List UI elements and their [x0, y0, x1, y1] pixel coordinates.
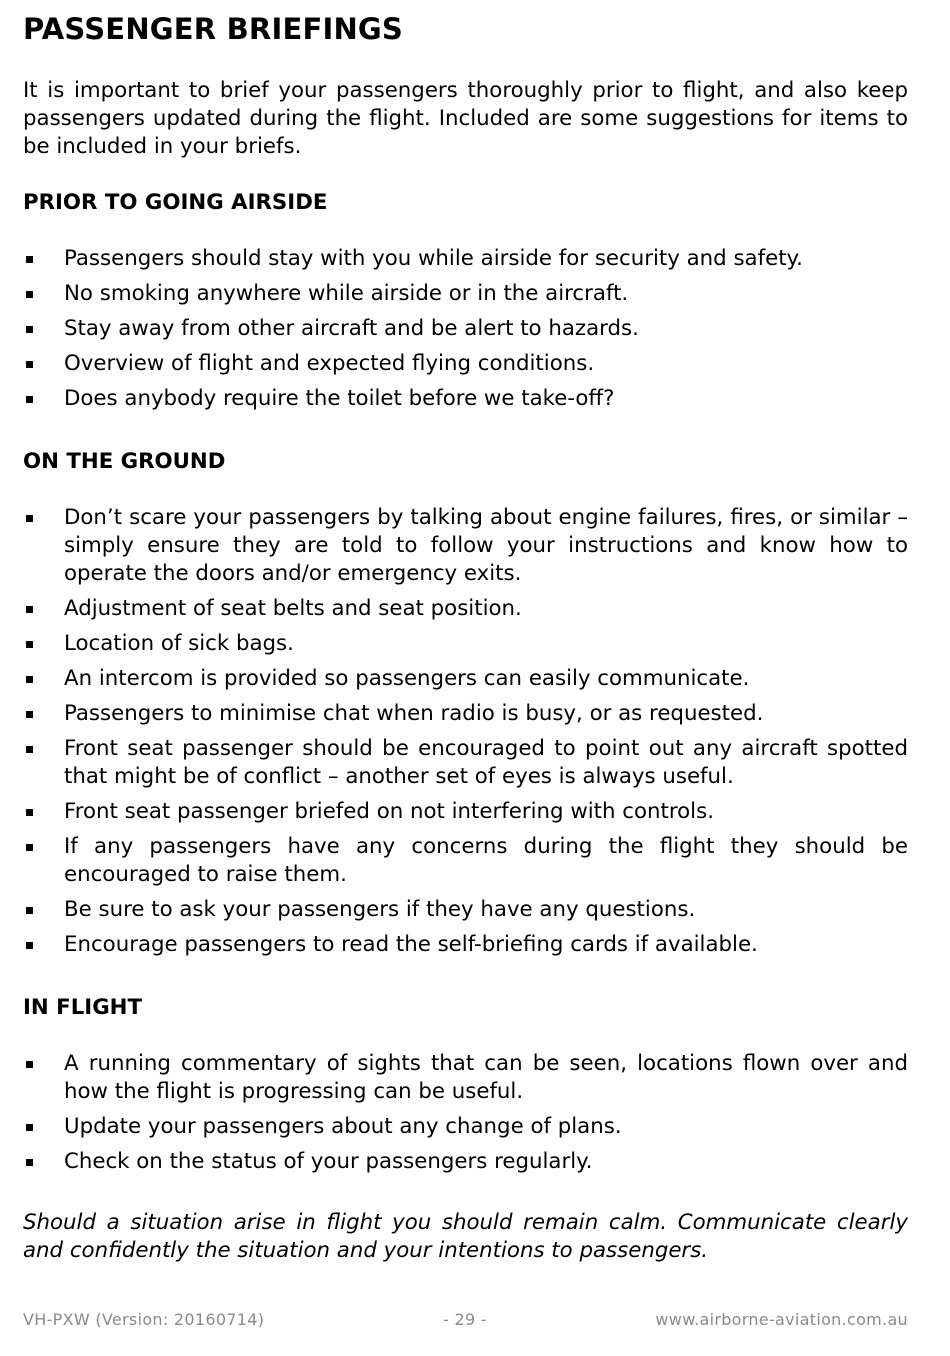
square-bullet-icon — [26, 746, 33, 753]
list-item — [23, 245, 908, 273]
list-item-text: Does anybody require the toilet before we take-off? — [64, 386, 615, 411]
square-bullet-icon — [26, 1159, 33, 1166]
footer-version: VH-PXW (Version: 20160714) — [23, 1310, 265, 1329]
square-bullet-icon — [26, 711, 33, 718]
list-item-text: Overview of flight and expected flying conditions. — [64, 351, 595, 376]
square-bullet-icon — [26, 1061, 33, 1068]
list-item — [23, 833, 908, 889]
bullet-list-in-flight — [23, 1050, 908, 1183]
list-item — [23, 1050, 908, 1106]
list-item — [23, 595, 908, 623]
square-bullet-icon — [26, 396, 33, 403]
square-bullet-icon — [26, 1124, 33, 1131]
list-item-text: Stay away from other aircraft and be alert to hazards. — [64, 316, 639, 341]
footer-page-number: - 29 - — [443, 1310, 487, 1329]
list-item — [23, 665, 908, 693]
list-item — [23, 1148, 908, 1176]
square-bullet-icon — [26, 676, 33, 683]
list-item — [23, 385, 908, 413]
list-item — [23, 798, 908, 826]
list-item — [23, 504, 908, 588]
list-item-text: Passengers should stay with you while airside for security and safety. — [64, 246, 803, 271]
section-heading-on-the-ground: ON THE GROUND — [23, 449, 226, 474]
list-item — [23, 350, 908, 378]
list-item — [23, 700, 908, 728]
square-bullet-icon — [26, 641, 33, 648]
footer-website: www.airborne-aviation.com.au — [655, 1310, 908, 1329]
list-item-text: Update your passengers about any change of plans. — [64, 1114, 622, 1139]
list-item — [23, 931, 908, 959]
square-bullet-icon — [26, 809, 33, 816]
list-item-text: If any passengers have any concerns during the flight they should be encouraged to raise them. — [64, 834, 908, 887]
square-bullet-icon — [26, 326, 33, 333]
list-item-text: No smoking anywhere while airside or in the aircraft. — [64, 281, 629, 306]
list-item — [23, 1113, 908, 1141]
list-item-text: Check on the status of your passengers regularly. — [64, 1149, 593, 1174]
square-bullet-icon — [26, 291, 33, 298]
page-title: PASSENGER BRIEFINGS — [23, 12, 404, 46]
list-item-text: Don’t scare your passengers by talking about engine failures, fires, or similar – simply ensure they are told to follow your instructions and know how to operate the doors and/or emergency exits. — [64, 505, 908, 586]
square-bullet-icon — [26, 606, 33, 613]
list-item — [23, 735, 908, 791]
list-item-text: Be sure to ask your passengers if they have any questions. — [64, 897, 696, 922]
list-item-text: An intercom is provided so passengers can easily communicate. — [64, 666, 750, 691]
section-heading-in-flight: IN FLIGHT — [23, 995, 143, 1020]
square-bullet-icon — [26, 256, 33, 263]
list-item — [23, 315, 908, 343]
list-item — [23, 630, 908, 658]
square-bullet-icon — [26, 942, 33, 949]
list-item — [23, 896, 908, 924]
square-bullet-icon — [26, 361, 33, 368]
list-item-text: Encourage passengers to read the self-briefing cards if available. — [64, 932, 758, 957]
list-item-text: Location of sick bags. — [64, 631, 294, 656]
page-footer — [23, 1310, 908, 1330]
list-item-text: Front seat passenger briefed on not interfering with controls. — [64, 799, 714, 824]
square-bullet-icon — [26, 907, 33, 914]
bullet-list-on-the-ground — [23, 504, 908, 966]
list-item-text: Passengers to minimise chat when radio is busy, or as requested. — [64, 701, 764, 726]
section-heading-prior-to-going-airside: PRIOR TO GOING AIRSIDE — [23, 190, 328, 215]
square-bullet-icon — [26, 844, 33, 851]
list-item-text: A running commentary of sights that can be seen, locations flown over and how the flight is progressing can be useful. — [64, 1051, 908, 1104]
list-item — [23, 280, 908, 308]
closing-paragraph: Should a situation arise in flight you should remain calm. Communicate clearly and confidently the situation and your intentions to passengers. — [23, 1210, 908, 1263]
list-item-text: Front seat passenger should be encouraged to point out any aircraft spotted that might be of conflict – another set of eyes is always useful. — [64, 736, 908, 789]
intro-paragraph: It is important to brief your passengers thoroughly prior to flight, and also keep passengers updated during the flight. Included are some suggestions for items to be included in your briefs. — [23, 78, 908, 159]
bullet-list-prior-to-going-airside — [23, 245, 908, 420]
list-item-text: Adjustment of seat belts and seat position. — [64, 596, 522, 621]
square-bullet-icon — [26, 515, 33, 522]
